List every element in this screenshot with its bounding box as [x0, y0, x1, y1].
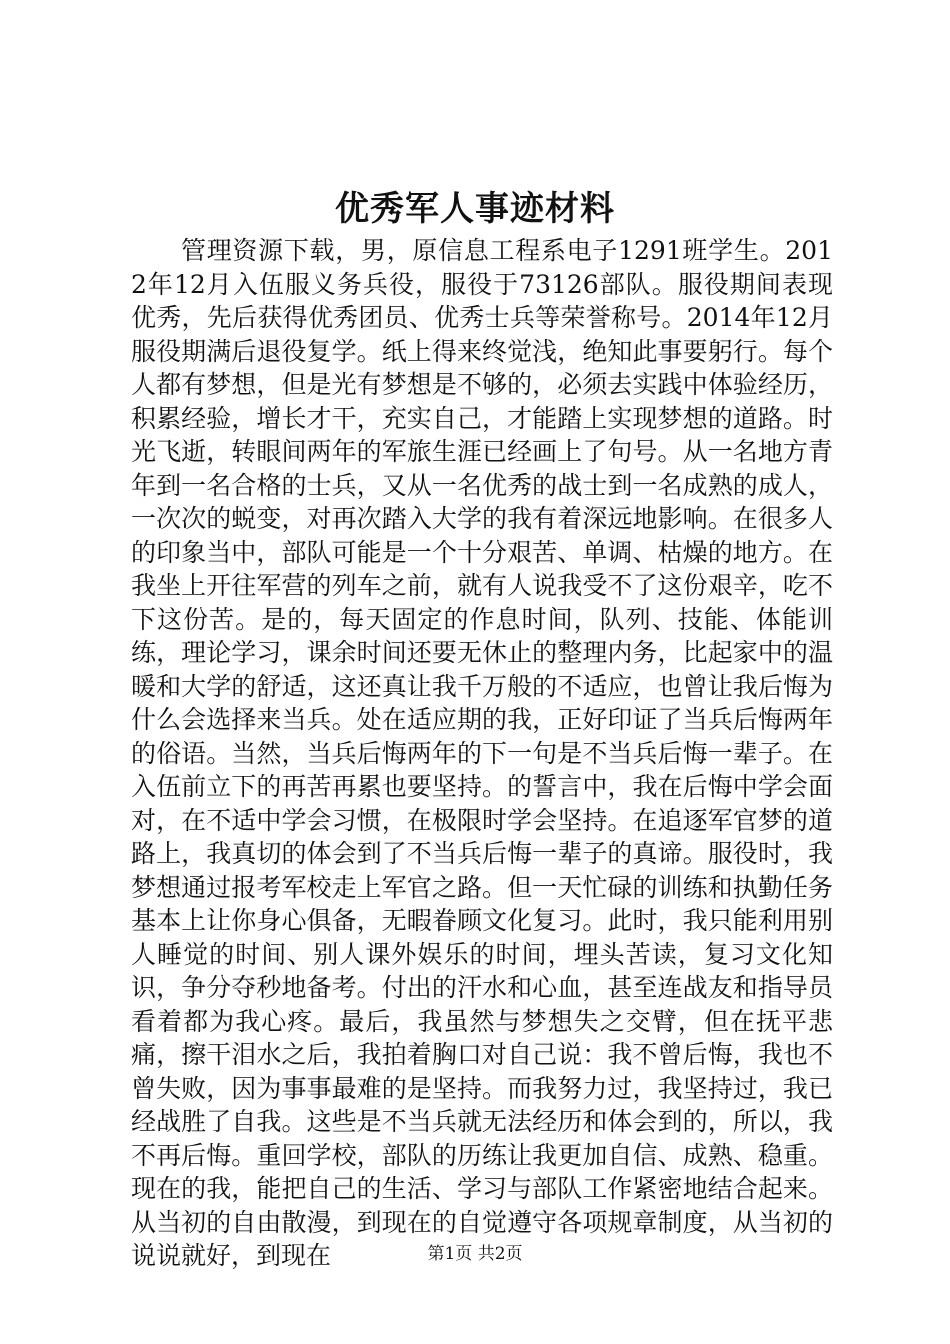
page-number-footer: 第1页 共2页 — [427, 1244, 523, 1264]
document-title: 优秀军人事迹材料 — [335, 189, 615, 229]
document-body: 管理资源下载，男，原信息工程系电子1291班学生。2012年12月入伍服义务兵役，服役于73126部队。服役期间表现优秀，先后获得优秀团员、优秀士兵等荣誉称号。2014年12月服役期满后退役复学。纸上得来终觉浅，绝知此事要躬行。每个人都有梦想，但是光有梦想是不够的，必须去实践中体验经历，积累经验，增长才干，充实自己，才能踏上实现梦想的道路。时光飞逝，转眼间两年的军旅生涯已经画上了句号。从一名地方青年到一名合格的士兵，又从一名优秀的战士到一名成熟的成人，一次次的蜕变，对再次踏入大学的我有着深远地影响。在很多人的印象当中，部队可能是一个十分艰苦、单调、枯燥的地方。在我坐上开往军营的列车之前，就有人说我受不了这份艰辛，吃不下这份苦。是的，每天固定的作息时间，队列、技能、体能训练，理论学习，课余时间还要无休止的整理内务，比起家中的温暖和大学的舒适，这还真让我千万般的不适应，也曾让我后悔为什么会选择来当兵。处在适应期的我，正好印证了当兵后悔两年的俗语。当然，当兵后悔两年的下一句是不当兵后悔一辈子。在入伍前立下的再苦再累也要坚持。的誓言中，我在后悔中学会面对，在不适中学会习惯，在极限时学会坚持。在追逐军官梦的道路上，我真切的体会到了不当兵后悔一辈子的真谛。服役时，我梦想通过报考军校走上军官之路。但一天忙碌的训练和执勤任务基本上让你身心俱备，无暇眷顾文化复习。此时，我只能利用别人睡觉的时间、别人课外娱乐的时间，埋头苦读，复习文化知识，争分夺秒地备考。付出的汗水和心血，甚至连战友和指导员看着都为我心疼。最后，我虽然与梦想失之交臂，但在抚平悲痛，擦干泪水之后，我拍着胸口对自己说：我不曾后悔，我也不曾失败，因为事事最难的是坚持。而我努力过，我坚持过，我已经战胜了自我。这些是不当兵就无法经历和体会到的，所以，我不再后悔。重回学校，部队的历练让我更加自信、成熟、稳重。现在的我，能把自己的生活、学习与部队工作紧密地结合起来。从当初的自由散漫，到现在的自觉遵守各项规章制度，从当初的说说就好，到现在 — [131, 236, 833, 1270]
